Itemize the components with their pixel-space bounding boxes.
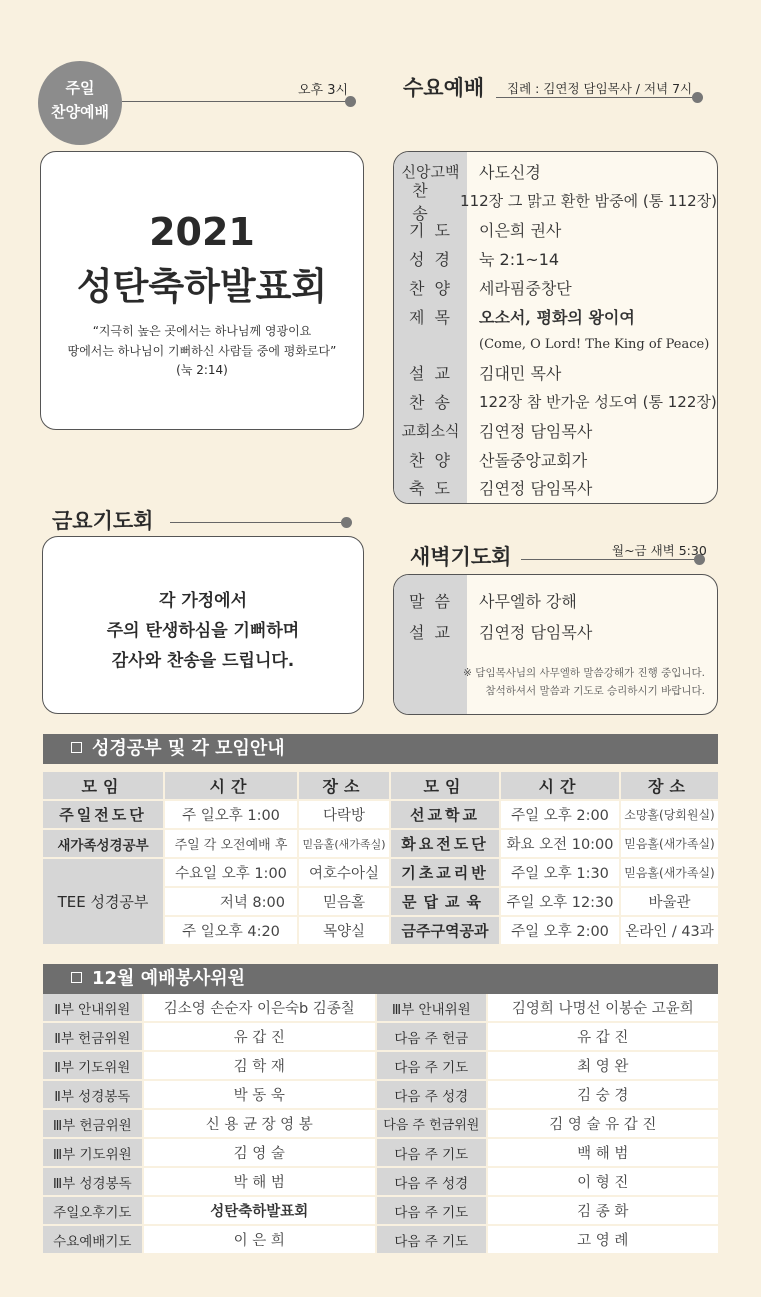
role: 다음 주 성경 <box>377 1168 486 1195</box>
sermon-title-english: (Come, O Lord! The King of Peace) <box>479 337 710 352</box>
order-value: 세라핌중창단 <box>479 279 572 298</box>
dawn-value: 사무엘하 강해 <box>479 592 577 611</box>
group-place: 바울관 <box>621 888 718 915</box>
dawn-note1: ※ 담임목사님의 사무엘하 말씀강해가 진행 중입니다. <box>463 667 705 679</box>
order-label: 찬양 <box>409 451 460 470</box>
wednesday-order <box>393 151 718 504</box>
group-time: 주일 오후 2:00 <box>501 917 619 944</box>
order-row <box>394 215 717 244</box>
role: 다음 주 헌금위원 <box>377 1110 486 1137</box>
service-header-text: 12월 예배봉사위원 <box>92 968 246 989</box>
role: 주일오후기도 <box>43 1197 142 1224</box>
role: Ⅱ부 헌금위원 <box>43 1023 142 1050</box>
dawn-title: 새벽기도회 <box>410 545 512 569</box>
dawn-time: 월~금 새벽 5:30 <box>612 543 707 558</box>
order-row <box>394 445 717 474</box>
order-row <box>394 358 717 387</box>
names: 김영희 나명선 이봉순 고윤희 <box>488 994 718 1021</box>
order-value: 112장 그 맑고 환한 밤중에 (통 112장) <box>460 192 717 210</box>
role: Ⅱ부 기도위원 <box>43 1052 142 1079</box>
group-place: 믿음홀 <box>299 888 389 915</box>
dawn-label: 설교 <box>409 623 460 642</box>
sunday-card <box>40 151 364 430</box>
group-name: 문답교육 <box>391 888 499 915</box>
friday-divider <box>170 522 346 523</box>
sunday-time: 오후 3시 <box>298 83 349 98</box>
names: 김 종 화 <box>488 1197 718 1224</box>
table-row <box>43 1052 718 1079</box>
order-label: 성경 <box>409 250 460 269</box>
card-year: 2021 <box>149 210 255 254</box>
badge-line2: 찬양예배 <box>51 103 109 121</box>
order-row <box>394 473 717 502</box>
group-name: 주일전도단 <box>43 801 163 828</box>
group-time: 주일 각 오전예배 후 <box>165 830 297 857</box>
names: 김 영 술 <box>144 1139 375 1166</box>
card-verse-ref: (눅 2:14) <box>176 363 228 377</box>
group-name: 기초교리반 <box>391 859 499 886</box>
role: Ⅲ부 성경봉독 <box>43 1168 142 1195</box>
order-value: 사도신경 <box>479 163 541 182</box>
group-time: 수요일 오후 1:00 <box>165 859 297 886</box>
names: 최 영 완 <box>488 1052 718 1079</box>
dawn-value: 김연정 담임목사 <box>479 623 593 642</box>
role: Ⅲ부 기도위원 <box>43 1139 142 1166</box>
order-value: 122장 참 반가운 성도여 (통 122장) <box>479 393 717 411</box>
sermon-title: 오소서, 평화의 왕이여 <box>479 308 635 327</box>
square-icon <box>71 742 82 753</box>
names: 성탄축하발표회 <box>144 1197 375 1224</box>
order-value: 산돌중앙교회가 <box>479 451 588 470</box>
group-place: 믿음홀(새가족실) <box>299 830 389 857</box>
table-row <box>43 1168 718 1195</box>
order-value: 눅 2:1~14 <box>479 250 560 269</box>
card-title: 성탄축하발표회 <box>76 265 328 308</box>
service-table <box>41 992 720 1255</box>
order-row <box>394 330 717 359</box>
role: 다음 주 기도 <box>377 1197 486 1224</box>
group-name: 선교학교 <box>391 801 499 828</box>
role: 수요예배기도 <box>43 1226 142 1253</box>
group-place: 여호수아실 <box>299 859 389 886</box>
group-time: 저녁 8:00 <box>165 888 297 915</box>
card-verse2: 땅에서는 하나님이 기뻐하신 사람들 중에 평화로다” <box>67 344 337 358</box>
sunday-badge <box>38 61 122 145</box>
wednesday-meta: 집례 : 김연정 담임목사 / 저녁 7시 <box>507 81 693 96</box>
order-row <box>394 387 717 416</box>
order-label: 기도 <box>409 221 460 240</box>
role: Ⅱ부 성경봉독 <box>43 1081 142 1108</box>
study-header-text: 성경공부 및 각 모임안내 <box>92 738 285 759</box>
wednesday-divider <box>496 97 696 98</box>
col-header: 시간 <box>165 772 297 799</box>
group-place: 다락방 <box>299 801 389 828</box>
order-label: 신앙고백 <box>401 163 460 181</box>
role: 다음 주 기도 <box>377 1226 486 1253</box>
names: 백 해 범 <box>488 1139 718 1166</box>
role: 다음 주 기도 <box>377 1139 486 1166</box>
table-row <box>43 994 718 1021</box>
order-row <box>394 273 717 302</box>
study-header <box>43 734 718 764</box>
friday-line3: 감사와 찬송을 드립니다. <box>111 651 295 671</box>
square-icon <box>71 972 82 983</box>
order-label: 찬송 <box>412 180 438 223</box>
badge-line1: 주일 <box>65 79 95 97</box>
order-row <box>394 244 717 273</box>
names: 박 동 욱 <box>144 1081 375 1108</box>
names: 유 갑 진 <box>488 1023 718 1050</box>
table-row <box>43 859 718 886</box>
order-value: 김대민 목사 <box>479 364 562 383</box>
friday-card <box>42 536 364 714</box>
group-name: TEE 성경공부 <box>43 859 163 944</box>
order-value: 김연정 담임목사 <box>479 479 593 498</box>
friday-line2: 주의 탄생하심을 기뻐하며 <box>106 621 300 641</box>
col-header: 장소 <box>621 772 718 799</box>
order-label: 축도 <box>409 479 460 498</box>
names: 고 영 례 <box>488 1226 718 1253</box>
names: 김 영 술 유 갑 진 <box>488 1110 718 1137</box>
study-table <box>41 770 720 946</box>
group-time: 주 일오후 4:20 <box>165 917 297 944</box>
group-place: 믿음홀(새가족실) <box>621 859 718 886</box>
role: Ⅱ부 안내위원 <box>43 994 142 1021</box>
wednesday-title: 수요예배 <box>403 76 485 100</box>
group-name: 화요전도단 <box>391 830 499 857</box>
dawn-label: 말씀 <box>409 592 460 611</box>
dawn-row <box>394 586 717 615</box>
order-row <box>394 302 717 331</box>
group-name: 금주구역공과 <box>391 917 499 944</box>
order-label: 제목 <box>409 308 460 327</box>
table-row <box>43 1023 718 1050</box>
names: 유 갑 진 <box>144 1023 375 1050</box>
order-value: 김연정 담임목사 <box>479 422 593 441</box>
role: Ⅲ부 헌금위원 <box>43 1110 142 1137</box>
sunday-divider <box>122 101 350 102</box>
group-place: 온라인 / 43과 <box>621 917 718 944</box>
group-name: 새가족성경공부 <box>43 830 163 857</box>
table-row <box>43 1081 718 1108</box>
dawn-card <box>393 574 718 715</box>
wednesday-dot <box>692 92 703 103</box>
order-label: 찬송 <box>409 393 460 412</box>
names: 이 은 희 <box>144 1226 375 1253</box>
order-row <box>394 180 717 223</box>
service-header <box>43 964 718 994</box>
role: Ⅲ부 안내위원 <box>377 994 486 1021</box>
names: 김 학 재 <box>144 1052 375 1079</box>
group-time: 주일 오후 12:30 <box>501 888 619 915</box>
names: 김소영 손순자 이은숙b 김종칠 <box>144 994 375 1021</box>
table-row <box>43 1139 718 1166</box>
names: 박 해 범 <box>144 1168 375 1195</box>
group-time: 주일 오후 1:30 <box>501 859 619 886</box>
dawn-divider <box>521 559 699 560</box>
group-time: 주일 오후 2:00 <box>501 801 619 828</box>
card-verse1: “지극히 높은 곳에서는 하나님께 영광이요 <box>92 324 312 338</box>
names: 신 용 균 장 영 봉 <box>144 1110 375 1137</box>
col-header: 장소 <box>299 772 389 799</box>
group-place: 믿음홀(새가족실) <box>621 830 718 857</box>
table-row <box>43 1197 718 1224</box>
group-time: 주 일오후 1:00 <box>165 801 297 828</box>
study-header-row <box>43 772 718 799</box>
table-row <box>43 801 718 828</box>
group-place: 소망홀(당회원실) <box>621 801 718 828</box>
role: 다음 주 헌금 <box>377 1023 486 1050</box>
group-time: 화요 오전 10:00 <box>501 830 619 857</box>
col-header: 시간 <box>501 772 619 799</box>
names: 이 형 진 <box>488 1168 718 1195</box>
names: 김 숭 경 <box>488 1081 718 1108</box>
friday-title: 금요기도회 <box>52 509 154 533</box>
group-place: 목양실 <box>299 917 389 944</box>
friday-line1: 각 가정에서 <box>158 591 248 611</box>
dawn-note2: 참석하셔서 말씀과 기도로 승리하시기 바랍니다. <box>485 685 705 697</box>
friday-dot <box>341 517 352 528</box>
table-row <box>43 1110 718 1137</box>
order-value: 이은희 권사 <box>479 221 562 240</box>
table-row <box>43 830 718 857</box>
order-label: 교회소식 <box>401 422 460 440</box>
table-row <box>43 1226 718 1253</box>
role: 다음 주 성경 <box>377 1081 486 1108</box>
dawn-row <box>394 617 717 646</box>
order-label: 찬양 <box>409 279 460 298</box>
col-header: 모임 <box>391 772 499 799</box>
role: 다음 주 기도 <box>377 1052 486 1079</box>
order-row <box>394 416 717 445</box>
col-header: 모임 <box>43 772 163 799</box>
order-label: 설교 <box>409 364 460 383</box>
